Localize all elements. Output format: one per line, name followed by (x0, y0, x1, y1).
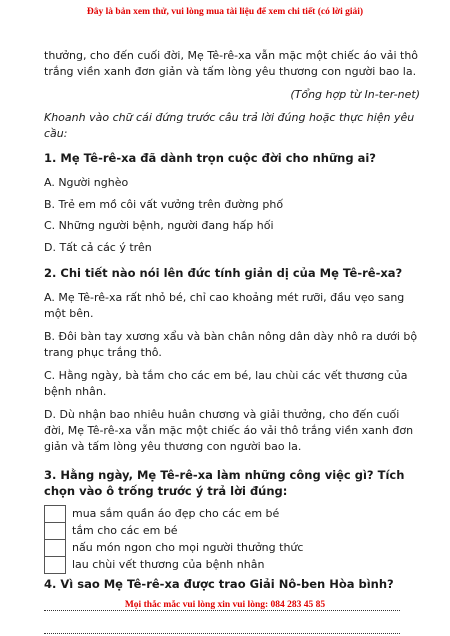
question-4: 4. Vì sao Mẹ Tê-rê-xa được trao Giải Nô-ben Hòa bình? (44, 576, 394, 591)
answer-checkbox[interactable] (45, 556, 66, 573)
checklist-item-label: nấu món ngon cho mọi người thưởng thức (72, 540, 304, 554)
passage-text: thưởng, cho đến cuối đời, Mẹ Tê-rê-xa vẫn mặc một chiếc áo vải thô trắng viền xanh đơn giản và tấm lòng yêu thương con người bao la. (44, 49, 419, 78)
contact-notice-banner: Mọi thắc mắc vui lòng xin vui lòng: 084 283 45 85 (124, 600, 326, 610)
instruction-text: Khoanh vào chữ cái đứng trước câu trả lời đúng hoặc thực hiện yêu cầu: (44, 111, 415, 140)
checklist-item (45, 505, 304, 522)
question-1-option-c[interactable]: C. Những người bệnh, người đang hấp hối (44, 219, 274, 232)
question-1: 1. Mẹ Tê-rê-xa đã dành trọn cuộc đời cho những ai? (44, 151, 376, 165)
answer-line[interactable] (44, 625, 400, 634)
passage-source: (Tổng hợp từ In-ter-net) (290, 88, 420, 101)
question-2-option-d[interactable]: D. Dù nhận bao nhiêu huân chương và giải thưởng, cho đến cuối đời, Mẹ Tê-rê-xa vẫn mặc một chiếc áo vải thô trắng viền xanh đơn giản và tấm lòng yêu thương con người bao la. (44, 407, 414, 453)
question-3-checklist (44, 505, 304, 574)
question-3: 3. Hằng ngày, Mẹ Tê-rê-xa làm những công việc gì? Tích chọn vào ô trống trước ý trả lời đúng: (44, 467, 405, 498)
question-2-option-a[interactable]: A. Mẹ Tê-rê-xa rất nhỏ bé, chỉ cao khoảng mét rưỡi, đầu vẹo sang một bên. (44, 290, 405, 320)
answer-checkbox[interactable] (45, 522, 66, 539)
question-2-option-c[interactable]: C. Hằng ngày, bà tắm cho các em bé, lau chùi các vết thương của bệnh nhân. (44, 368, 408, 398)
checklist-item (45, 522, 304, 539)
question-2: 2. Chi tiết nào nói lên đức tính giản dị của Mẹ Tê-rê-xa? (44, 265, 403, 280)
worksheet-content (44, 48, 420, 634)
checklist-item (45, 556, 304, 573)
answer-checkbox[interactable] (45, 539, 66, 556)
checklist-item (45, 539, 304, 556)
preview-notice-banner: Đây là bản xem thử, vui lòng mua tài liệu để xem chi tiết (có lời giải) (86, 7, 364, 17)
checklist-item-label: tắm cho các em bé (72, 523, 178, 537)
question-1-option-d[interactable]: D. Tất cả các ý trên (44, 240, 152, 254)
question-2-option-b[interactable]: B. Đôi bàn tay xương xẩu và bàn chân nông dân dày nhô ra dưới bộ trang phục trắng thô. (44, 329, 418, 359)
checklist-item-label: lau chùi vết thương của bệnh nhân (72, 557, 265, 571)
checklist-item-label: mua sắm quần áo đẹp cho các em bé (72, 506, 280, 520)
question-1-option-b[interactable]: B. Trẻ em mồ côi vất vưởng trên đường phố (44, 197, 284, 211)
question-1-option-a[interactable]: A. Người nghèo (44, 176, 129, 189)
answer-checkbox[interactable] (45, 505, 66, 522)
